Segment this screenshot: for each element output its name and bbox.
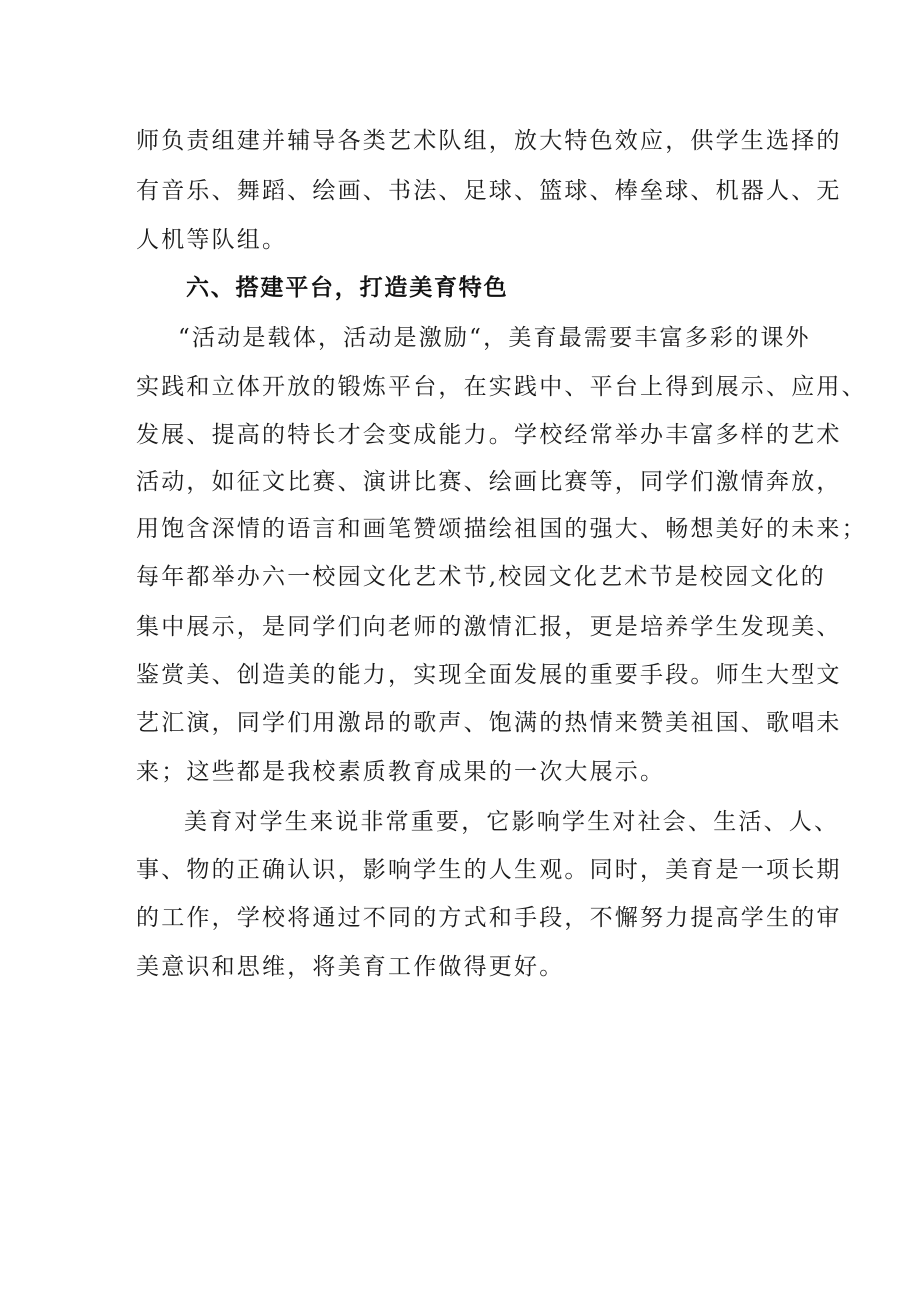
paragraph-line: 集中展示，是同学们向老师的激情汇报，更是培养学生发现美、: [136, 614, 842, 640]
paragraph-line: 鉴赏美、创造美的能力，实现全面发展的重要手段。师生大型文: [136, 662, 842, 688]
paragraph-line: 事、物的正确认识，影响学生的人生观。同时，美育是一项长期: [136, 857, 842, 883]
paragraph-line: 艺汇演，同学们用激昂的歌声、饱满的热情来赞美祖国、歌唱未: [136, 710, 842, 736]
paragraph-line: 有音乐、舞蹈、绘画、书法、足球、篮球、棒垒球、机器人、无: [136, 178, 842, 204]
paragraph-line: 实践和立体开放的锻炼平台，在实践中、平台上得到展示、应用、: [136, 374, 867, 400]
paragraph-line: 的工作，学校将通过不同的方式和手段，不懈努力提高学生的审: [136, 905, 842, 931]
paragraph-line: 每年都举办六一校园文化艺术节,校园文化艺术节是校园文化的: [136, 564, 826, 590]
section-heading: 六、搭建平台，打造美育特色: [186, 275, 509, 301]
paragraph-line: 发展、提高的特长才会变成能力。学校经常举办丰富多样的艺术: [136, 422, 842, 448]
paragraph-line: 师负责组建并辅导各类艺术队组，放大特色效应，供学生选择的: [136, 128, 842, 154]
paragraph-line: 美育对学生来说非常重要，它影响学生对社会、生活、人、: [184, 809, 840, 835]
paragraph-line: “活动是载体，活动是激励“，美育最需要丰富多彩的课外: [178, 325, 811, 351]
paragraph-line: 美意识和思维，将美育工作做得更好。: [136, 954, 565, 980]
paragraph-line: 来；这些都是我校素质教育成果的一次大展示。: [136, 759, 666, 785]
paragraph-line: 人机等队组。: [136, 227, 288, 253]
paragraph-line: 用饱含深情的语言和画笔赞颂描绘祖国的强大、畅想美好的未来；: [136, 516, 867, 542]
paragraph-line: 活动，如征文比赛、演讲比赛、绘画比赛等，同学们激情奔放，: [136, 469, 842, 495]
